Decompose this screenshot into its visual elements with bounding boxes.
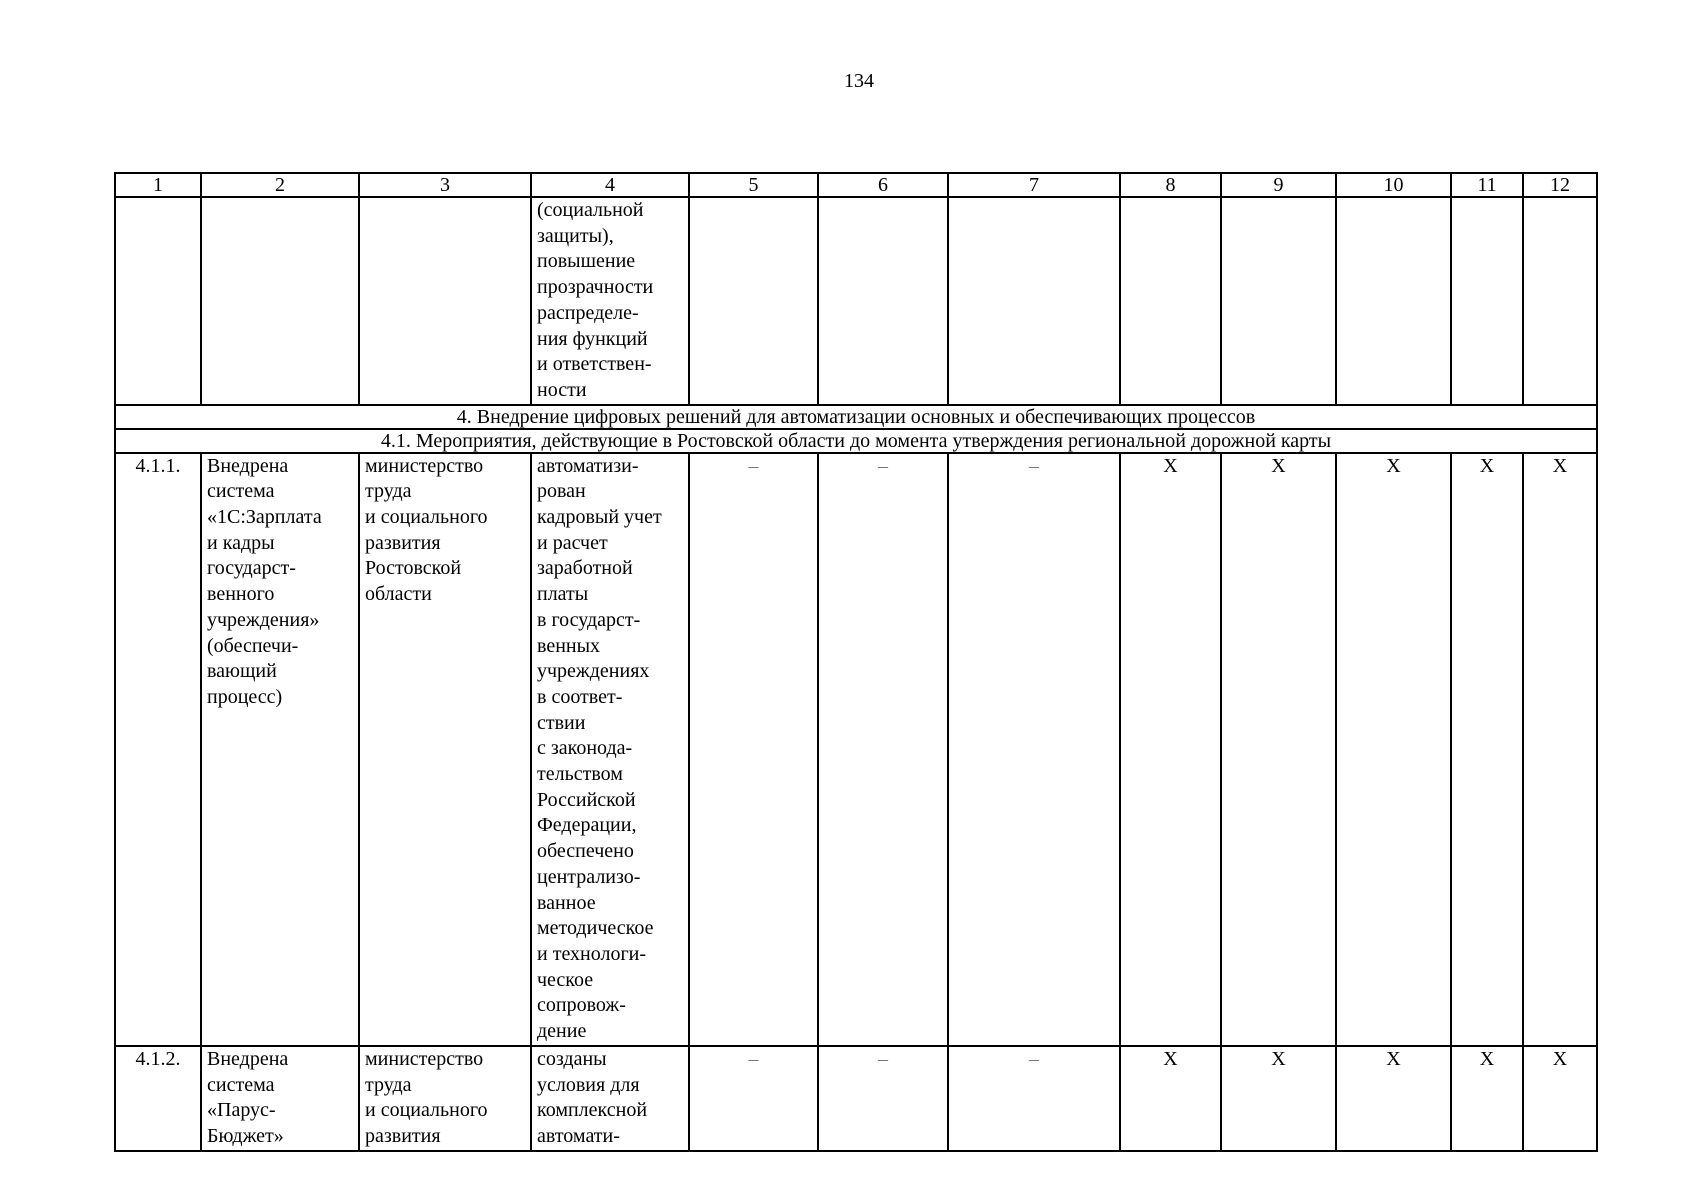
section-heading: 4. Внедрение цифровых решений для автоматизации основных и обеспечивающих процессов: [115, 405, 1597, 429]
text-line: Российской: [537, 788, 636, 811]
measure-name-cell: [201, 453, 359, 1046]
text-line: система: [207, 480, 275, 503]
text-line: Ростовской: [365, 557, 462, 580]
cell-empty: [115, 197, 201, 405]
text-line: труда: [365, 480, 412, 503]
text-line: Внедрена: [207, 454, 289, 477]
subsection-row: [115, 429, 1597, 453]
text-line: заработной: [537, 557, 633, 580]
text-line: дение: [537, 1020, 587, 1043]
column-number: 7: [948, 173, 1120, 197]
value-cell: –: [948, 453, 1120, 1046]
text-line: венных: [537, 634, 601, 657]
text-line: венного: [207, 583, 275, 606]
column-number: 9: [1221, 173, 1336, 197]
executor-cell: [359, 453, 531, 1046]
text-line: рован: [537, 480, 586, 503]
row-number: 4.1.1.: [115, 453, 201, 1046]
text-line: методическое: [537, 917, 654, 940]
text-line: в государст-: [537, 608, 641, 631]
value-cell: –: [948, 1046, 1120, 1151]
column-number: 11: [1451, 173, 1523, 197]
text-line: условия для: [537, 1073, 640, 1096]
value-cell: –: [689, 1046, 818, 1151]
text-line: созданы: [537, 1047, 607, 1070]
text-line: централизо-: [537, 865, 641, 888]
column-number: 2: [201, 173, 359, 197]
text-line: в соответ-: [537, 685, 623, 708]
text-line: ствии: [537, 711, 586, 734]
cell-empty: [689, 197, 818, 405]
column-number: 1: [115, 173, 201, 197]
continuation-row: [115, 197, 1597, 405]
cell-empty: [1221, 197, 1336, 405]
text-line: (обеспечи-: [207, 634, 299, 657]
text-line: защиты),: [537, 224, 614, 247]
column-number: 12: [1523, 173, 1597, 197]
mark-cell: X: [1221, 453, 1336, 1046]
text-line: и социального: [365, 506, 488, 529]
mark-cell: X: [1120, 1046, 1221, 1151]
value-cell: –: [818, 453, 948, 1046]
executor-cell: [359, 1046, 531, 1151]
mark-cell: X: [1120, 453, 1221, 1046]
text-line: платы: [537, 583, 589, 606]
cell-empty: [1336, 197, 1451, 405]
column-number: 3: [359, 173, 531, 197]
text-line: обеспечено: [537, 840, 634, 863]
text-line: вающий: [207, 660, 277, 683]
cell-empty: [1120, 197, 1221, 405]
text-line: и расчет: [537, 531, 608, 554]
text-line: с законода-: [537, 737, 633, 760]
text-line: автоматизи-: [537, 454, 639, 477]
measure-name-cell: [201, 1046, 359, 1151]
text-line: прозрачности: [537, 276, 654, 299]
text-line: (социальной: [537, 199, 644, 221]
result-cell: [531, 453, 689, 1046]
column-number: 8: [1120, 173, 1221, 197]
subsection-heading: 4.1. Мероприятия, действующие в Ростовской области до момента утверждения региональной дорожной карты: [115, 429, 1597, 453]
text-line: министерство: [365, 454, 484, 477]
cell-empty: [1523, 197, 1597, 405]
cell-empty: [818, 197, 948, 405]
mark-cell: X: [1336, 453, 1451, 1046]
text-line: учреждениях: [537, 660, 650, 683]
text-line: Бюджет»: [207, 1124, 284, 1147]
value-cell: –: [818, 1046, 948, 1151]
result-cell: [531, 197, 689, 405]
column-number: 10: [1336, 173, 1451, 197]
column-number-row: [115, 173, 1597, 197]
text-line: автомати-: [537, 1124, 620, 1147]
text-line: и ответствен-: [537, 353, 652, 376]
text-line: «Парус-: [207, 1099, 276, 1122]
text-line: ности: [537, 378, 587, 401]
text-line: труда: [365, 1073, 412, 1096]
value-cell: –: [689, 453, 818, 1046]
text-line: Внедрена: [207, 1047, 289, 1070]
text-line: ния функций: [537, 327, 648, 350]
column-number: 4: [531, 173, 689, 197]
mark-cell: X: [1336, 1046, 1451, 1151]
text-line: распределе-: [537, 301, 639, 324]
section-row: [115, 405, 1597, 429]
page-number: 134: [844, 70, 874, 92]
text-line: система: [207, 1073, 275, 1096]
text-line: тельством: [537, 763, 623, 786]
result-cell: [531, 1046, 689, 1151]
text-line: министерство: [365, 1047, 484, 1070]
text-line: развития: [365, 531, 441, 554]
mark-cell: X: [1523, 453, 1597, 1046]
text-line: процесс): [207, 685, 283, 708]
text-line: и социального: [365, 1099, 488, 1122]
text-line: государст-: [207, 557, 296, 580]
text-line: ческое: [537, 968, 594, 991]
text-line: повышение: [537, 250, 636, 273]
text-line: Федерации,: [537, 814, 637, 837]
cell-empty: [201, 197, 359, 405]
text-line: области: [365, 583, 432, 606]
text-line: сопровож-: [537, 994, 626, 1017]
text-line: ванное: [537, 891, 596, 914]
mark-cell: X: [1221, 1046, 1336, 1151]
text-line: комплексной: [537, 1099, 648, 1122]
text-line: развития: [365, 1124, 441, 1147]
text-line: кадровый учет: [537, 506, 662, 529]
row-number: 4.1.2.: [115, 1046, 201, 1151]
mark-cell: X: [1451, 1046, 1523, 1151]
text-line: «1С:Зарплата: [207, 506, 322, 529]
column-number: 5: [689, 173, 818, 197]
mark-cell: X: [1451, 453, 1523, 1046]
cell-empty: [1451, 197, 1523, 405]
table-row: [115, 1046, 1597, 1151]
column-number: 6: [818, 173, 948, 197]
table-row: [115, 453, 1597, 1046]
text-line: учреждения»: [207, 608, 320, 631]
cell-empty: [948, 197, 1120, 405]
measures-table: [114, 172, 1598, 1152]
text-line: и технологи-: [537, 942, 647, 965]
cell-empty: [359, 197, 531, 405]
text-line: и кадры: [207, 531, 275, 554]
mark-cell: X: [1523, 1046, 1597, 1151]
